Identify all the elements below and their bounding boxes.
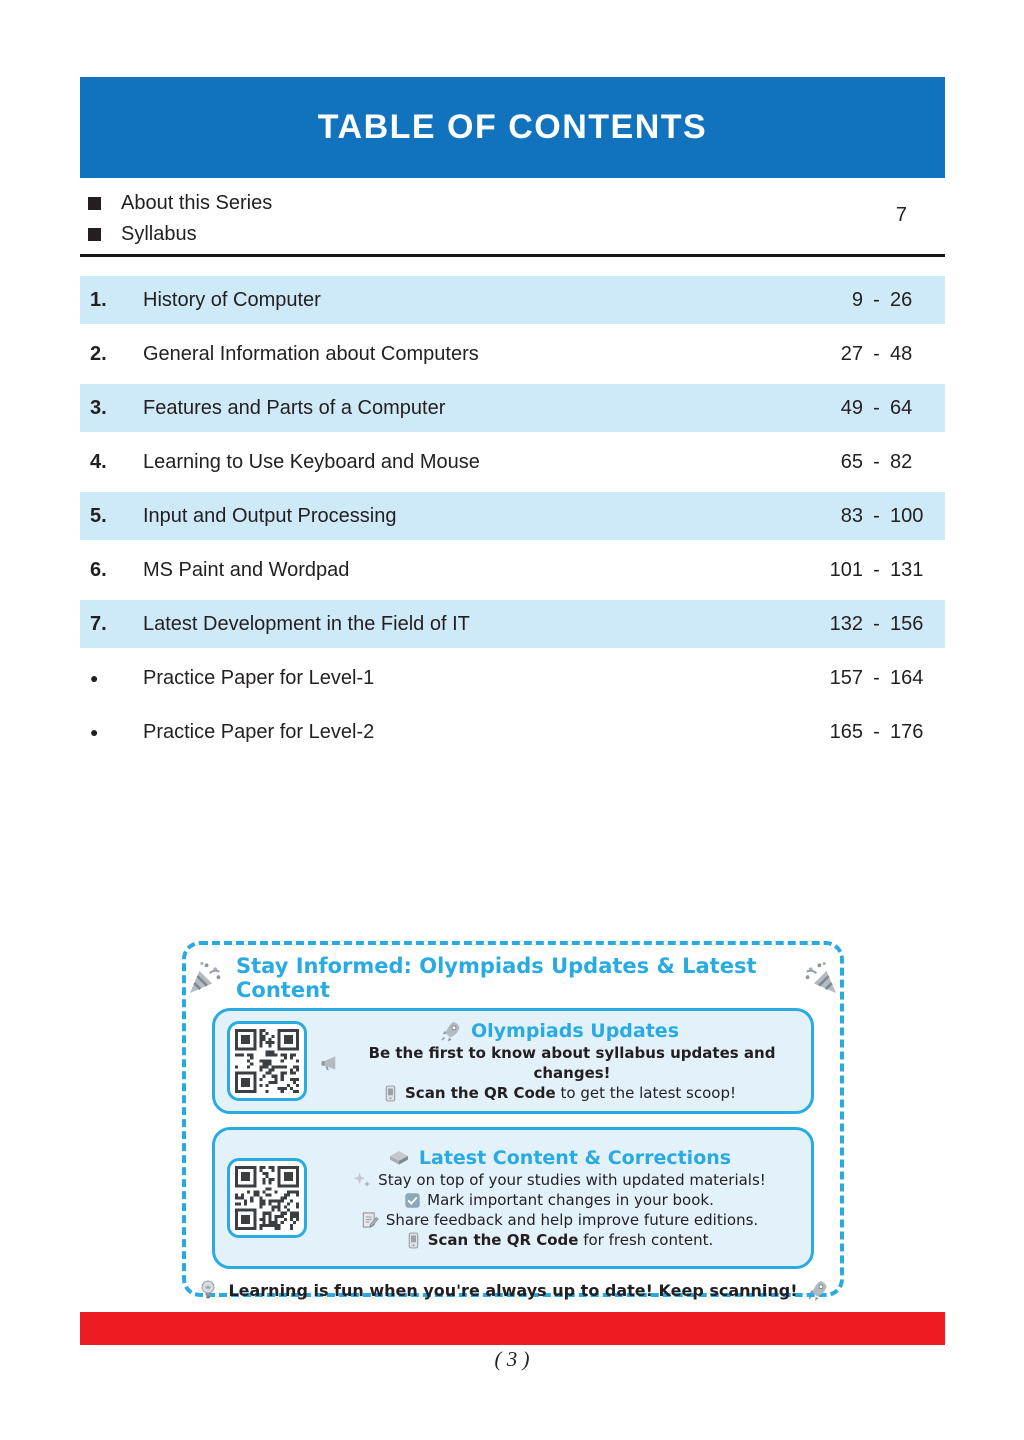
toc-entry-pages xyxy=(783,721,933,744)
toc-entry-number: 2. xyxy=(90,342,107,365)
front-matter-item xyxy=(80,219,945,250)
toc-entry-title: Practice Paper for Level-2 xyxy=(143,720,375,743)
page-separator: - xyxy=(873,450,880,473)
toc-entry-title: MS Paint and Wordpad xyxy=(143,558,350,581)
sparkles-icon xyxy=(352,1170,372,1190)
footer-red-bar xyxy=(80,1312,945,1345)
page-separator: - xyxy=(873,558,880,581)
toc-entry xyxy=(80,708,945,756)
toc-entry-number: 6. xyxy=(90,558,107,581)
page-separator: - xyxy=(873,288,880,311)
page-separator: - xyxy=(873,504,880,527)
page-start: 101 xyxy=(829,558,863,581)
card-title-row xyxy=(319,1146,799,1170)
toc-entry-title: Practice Paper for Level-1 xyxy=(143,666,375,689)
page-separator: - xyxy=(873,720,880,743)
promo-title-row xyxy=(186,954,840,1002)
page-end: 82 xyxy=(890,450,913,473)
toc-list xyxy=(80,276,945,762)
page-separator: - xyxy=(873,396,880,419)
toc-entry-number: 1. xyxy=(90,288,107,311)
card-text-block xyxy=(319,1146,799,1250)
rocket-icon xyxy=(806,1278,830,1302)
card-line xyxy=(319,1170,799,1190)
toc-entry-title: Input and Output Processing xyxy=(143,504,397,527)
toc-entry-title: Features and Parts of a Computer xyxy=(143,396,446,419)
toc-entry xyxy=(80,654,945,702)
card-line-text: Share feedback and help improve future editions. xyxy=(385,1211,759,1229)
page-end: 100 xyxy=(890,504,924,527)
page-start: 9 xyxy=(851,288,863,311)
page-start: 27 xyxy=(840,342,863,365)
phone-icon xyxy=(405,1232,422,1249)
toc-entry-number: 5. xyxy=(90,504,107,527)
promo-footer-text: Learning is fun when you're always up to date! Keep scanning! xyxy=(228,1280,798,1300)
card-line-bold: Scan the QR Code xyxy=(405,1084,556,1102)
books-icon xyxy=(387,1146,411,1170)
square-bullet-icon xyxy=(88,228,101,241)
toc-entry-title: Latest Development in the Field of IT xyxy=(143,612,470,635)
card-line xyxy=(319,1210,799,1230)
party-popper-icon xyxy=(186,959,224,997)
front-matter-section xyxy=(80,188,945,250)
party-popper-icon xyxy=(802,959,840,997)
card-title: Latest Content & Corrections xyxy=(418,1147,732,1169)
memo-icon xyxy=(360,1210,380,1230)
card-line xyxy=(319,1190,799,1210)
toc-entry-pages xyxy=(783,613,933,636)
card-line-bold: Scan the QR Code xyxy=(427,1231,579,1249)
page-end: 64 xyxy=(890,396,913,419)
toc-entry-title: General Information about Computers xyxy=(143,342,479,365)
page-start: 157 xyxy=(829,666,863,689)
page-separator: - xyxy=(873,612,880,635)
toc-entry xyxy=(80,492,945,540)
front-matter-item xyxy=(80,188,945,219)
page-start: 165 xyxy=(829,720,863,743)
rocket-icon xyxy=(439,1019,463,1043)
toc-entry-title: History of Computer xyxy=(143,288,321,311)
card-line xyxy=(319,1043,799,1083)
page-number: ( 3 ) xyxy=(494,1347,530,1371)
toc-entry-pages xyxy=(783,505,933,528)
page-separator: - xyxy=(873,666,880,689)
card-title: Olympiads Updates xyxy=(470,1020,680,1042)
toc-entry-pages xyxy=(783,397,933,420)
page-end: 48 xyxy=(890,342,913,365)
page-end: 156 xyxy=(890,612,924,635)
card-line-text: Mark important changes in your book. xyxy=(427,1191,714,1209)
page-end: 176 xyxy=(890,720,924,743)
front-matter-label: Syllabus xyxy=(121,223,197,245)
page-start: 132 xyxy=(829,612,863,635)
card-text-block xyxy=(319,1019,799,1103)
card-line-text: for fresh content. xyxy=(578,1231,714,1249)
megaphone-icon xyxy=(319,1053,339,1073)
qr-code xyxy=(227,1158,307,1238)
toc-entry xyxy=(80,330,945,378)
card-line-text: to get the latest scoop! xyxy=(555,1084,736,1102)
toc-entry-number: 3. xyxy=(90,396,107,419)
page-start: 65 xyxy=(840,450,863,473)
toc-entry-number: 7. xyxy=(90,612,107,635)
toc-entry-pages xyxy=(783,289,933,312)
latest-content-card xyxy=(212,1127,814,1269)
section-divider xyxy=(80,254,945,257)
toc-entry xyxy=(80,546,945,594)
page-end: 26 xyxy=(890,288,913,311)
toc-entry-pages xyxy=(783,343,933,366)
page-end: 164 xyxy=(890,666,924,689)
toc-entry-title: Learning to Use Keyboard and Mouse xyxy=(143,450,480,473)
olympiads-updates-card xyxy=(212,1008,814,1114)
phone-icon xyxy=(382,1085,399,1102)
front-matter-page-number: 7 xyxy=(895,204,907,226)
promo-footer-row xyxy=(186,1278,840,1302)
toc-entry-pages xyxy=(783,667,933,690)
light-bulb-icon xyxy=(196,1278,220,1302)
circle-bullet-icon: ● xyxy=(90,670,99,686)
card-line xyxy=(319,1083,799,1103)
checkbox-icon xyxy=(404,1192,421,1209)
circle-bullet-icon: ● xyxy=(90,724,99,740)
qr-code xyxy=(227,1021,307,1101)
toc-entry xyxy=(80,600,945,648)
page-end: 131 xyxy=(890,558,924,581)
toc-entry xyxy=(80,276,945,324)
card-line-text: Be the first to know about syllabus updates and changes! xyxy=(368,1044,776,1082)
toc-entry xyxy=(80,384,945,432)
stay-informed-box xyxy=(182,941,844,1300)
page-start: 83 xyxy=(840,504,863,527)
card-line xyxy=(319,1230,799,1250)
card-line-text: Stay on top of your studies with updated materials! xyxy=(378,1171,766,1189)
page-separator: - xyxy=(873,342,880,365)
toc-entry-number: 4. xyxy=(90,450,107,473)
toc-header-banner xyxy=(80,77,945,178)
toc-entry xyxy=(80,438,945,486)
promo-title: Stay Informed: Olympiads Updates & Latest Content xyxy=(236,954,757,1002)
card-title-row xyxy=(319,1019,799,1043)
front-matter-label: About this Series xyxy=(121,192,273,214)
toc-entry-pages xyxy=(783,451,933,474)
toc-entry-pages xyxy=(783,559,933,582)
page-title: TABLE OF CONTENTS xyxy=(317,108,708,146)
page-start: 49 xyxy=(840,396,863,419)
square-bullet-icon xyxy=(88,197,101,210)
